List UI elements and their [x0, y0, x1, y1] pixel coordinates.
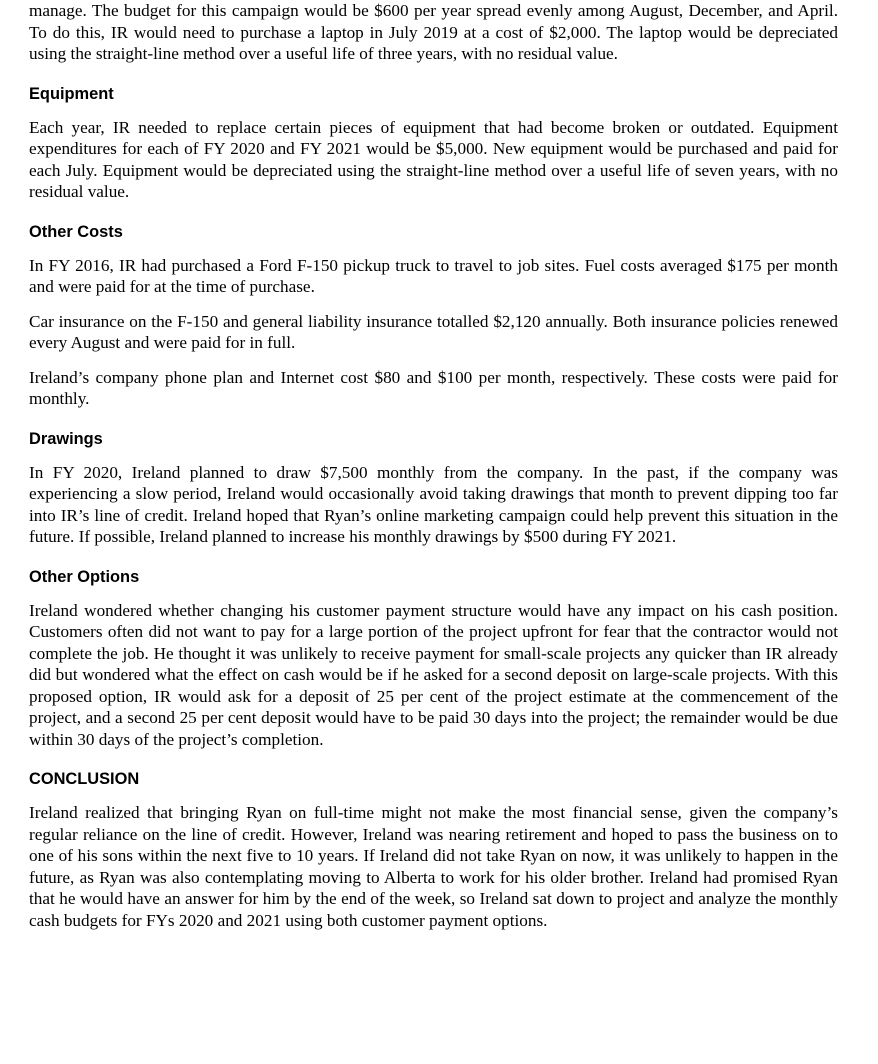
paragraph-other-costs-insurance: Car insurance on the F-150 and general liability insurance totalled $2,120 annually. Both insurance policies renewed every August and were paid for in full. — [29, 311, 838, 352]
heading-conclusion: CONCLUSION — [29, 770, 140, 788]
paragraph-other-costs-fuel: In FY 2016, IR had purchased a Ford F-150 pickup truck to travel to job sites. Fuel costs averaged $175 per month and were paid for at the time of purchase. — [29, 255, 838, 296]
paragraph-equipment: Each year, IR needed to replace certain pieces of equipment that had become broken or outdated. Equipment expenditures for each of FY 2020 and FY 2021 would be $5,000. New equipment would be purchased and paid for each July. Equipment would be depreciated using the straight-line method over a useful life of seven years, with no residual value. — [29, 117, 838, 201]
paragraph-drawings: In FY 2020, Ireland planned to draw $7,500 monthly from the company. In the past, if the company was experiencing a slow period, Ireland would occasionally avoid taking drawings that month to prevent dipping too far into IR’s line of credit. Ireland hoped that Ryan’s online marketing campaign could help prevent this situation in the future. If possible, Ireland planned to increase his monthly drawings by $500 during FY 2021. — [29, 462, 838, 546]
heading-other-options: Other Options — [29, 567, 140, 586]
heading-drawings: Drawings — [29, 429, 103, 448]
paragraph-conclusion: Ireland realized that bringing Ryan on full-time might not make the most financial sense, given the company’s regular reliance on the line of credit. However, Ireland was nearing retirement and hoped to pass the business on to one of his sons within the next five to 10 years. If Ireland did not take Ryan on now, it was unlikely to happen in the future, as Ryan was also contemplating moving to Alberta to work for his older brother. Ireland had promised Ryan that he would have an answer for him by the end of the week, so Ireland sat down to project and analyze the monthly cash budgets for FYs 2020 and 2021 using both customer payment options. — [29, 803, 838, 930]
paragraph-other-costs-phone: Ireland’s company phone plan and Internet cost $80 and $100 per month, respectively. These costs were paid for monthly. — [29, 367, 838, 408]
paragraph-intro: manage. The budget for this campaign would be $600 per year spread evenly among August, December, and April. To do this, IR would need to purchase a laptop in July 2019 at a cost of $2,000. The laptop would be depreciated using the straight-line method over a useful life of three years, with no residual value. — [29, 1, 838, 63]
heading-other-costs: Other Costs — [29, 222, 123, 241]
paragraph-other-options: Ireland wondered whether changing his customer payment structure would have any impact on his cash position. Customers often did not want to pay for a large portion of the project upfront for fear that the contractor would not complete the job. He thought it was unlikely to receive payment for small-scale projects any quicker than IR already did but wondered what the effect on cash would be if he asked for a second deposit on large-scale projects. With this proposed option, IR would ask for a deposit of 25 per cent of the project estimate at the commencement of the project, and a second 25 per cent deposit would have to be paid 30 days into the project; the remainder would be due within 30 days of the project’s completion. — [29, 600, 838, 749]
heading-equipment: Equipment — [29, 84, 114, 103]
